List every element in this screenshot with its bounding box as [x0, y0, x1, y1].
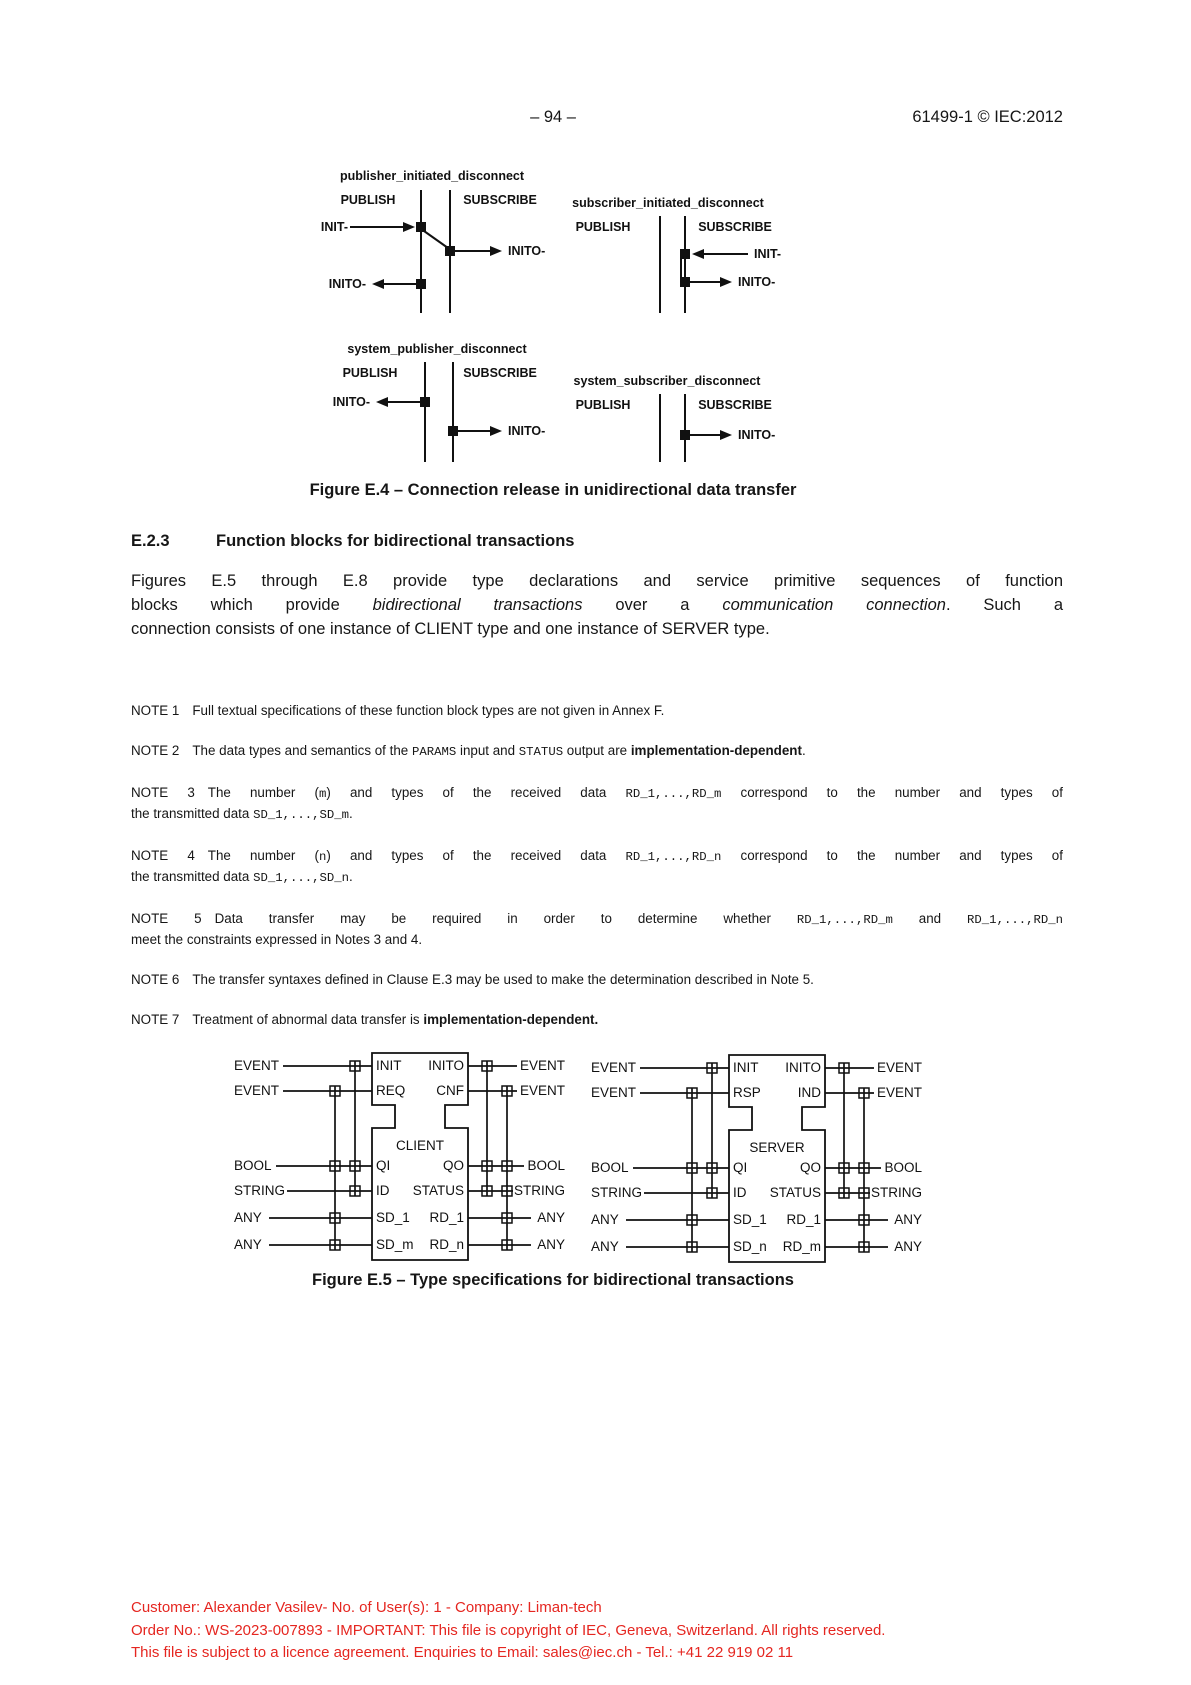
- text-segment: and: [892, 911, 968, 926]
- type-label: EVENT: [876, 1060, 922, 1075]
- with-association-squares: [330, 1061, 512, 1250]
- text-segment: correspond to the number and types of: [721, 785, 1063, 800]
- function-block-name: CLIENT: [395, 1138, 445, 1153]
- type-label: EVENT: [876, 1085, 922, 1100]
- footer-line: Customer: Alexander Vasilev- No. of User(s): 1 - Company: Liman-tech: [131, 1599, 602, 1616]
- type-label: BOOL: [591, 1160, 629, 1175]
- port-output: INITO: [785, 1060, 821, 1075]
- port-output: STATUS: [412, 1183, 464, 1198]
- port-output: QO: [442, 1158, 464, 1173]
- note-label: NOTE 7: [131, 1012, 180, 1027]
- note-label: NOTE 5: [131, 911, 202, 926]
- paragraph-line: [131, 617, 1063, 641]
- event-label: INITO-: [508, 244, 546, 258]
- note-line: [131, 741, 1063, 762]
- type-label: ANY: [537, 1237, 565, 1252]
- column-label-subscribe: SUBSCRIBE: [463, 366, 537, 380]
- service-lines: [425, 362, 453, 462]
- type-label: ANY: [894, 1212, 922, 1227]
- port-input: QI: [733, 1160, 748, 1175]
- note: [131, 909, 1063, 949]
- paragraph-line: [131, 569, 1063, 593]
- note-line: [131, 867, 1063, 888]
- note: [131, 846, 1063, 888]
- text-segment: .: [349, 869, 353, 884]
- port-output: CNF: [436, 1083, 464, 1098]
- figure-e4-caption: Figure E.4 – Connection release in unidirectional data transfer: [309, 481, 797, 499]
- column-label-subscribe: SUBSCRIBE: [698, 220, 772, 234]
- text-segment: ) and types of the received data: [326, 848, 626, 863]
- text-segment: The number (: [207, 848, 319, 863]
- function-block-name: SERVER: [749, 1140, 805, 1155]
- sequence-arrows: [680, 430, 732, 440]
- page-number: – 94 –: [530, 108, 576, 126]
- with-association-squares: [687, 1063, 869, 1252]
- event-label: INITO-: [332, 395, 370, 409]
- type-label: ANY: [894, 1239, 922, 1254]
- column-label-publish: PUBLISH: [342, 366, 398, 380]
- port-input: INIT: [376, 1058, 402, 1073]
- diagram-publisher-initiated-disconnect: [321, 169, 545, 313]
- note-label: NOTE 6: [131, 972, 180, 987]
- diagram-subscriber-initiated-disconnect: [572, 196, 781, 313]
- text-segment: input and: [456, 743, 519, 758]
- text-segment: .: [801, 743, 806, 758]
- text-segment: n: [318, 850, 327, 864]
- text-segment: implementation-dependent.: [423, 1012, 599, 1027]
- section-title: Function blocks for bidirectional transactions: [216, 532, 575, 550]
- column-label-subscribe: SUBSCRIBE: [463, 193, 537, 207]
- note: [131, 783, 1063, 825]
- type-label: BOOL: [234, 1158, 272, 1173]
- type-label: EVENT: [591, 1060, 637, 1075]
- text-segment: The number (: [207, 785, 319, 800]
- diagram-system-publisher-disconnect: [333, 342, 546, 462]
- type-label: BOOL: [527, 1158, 565, 1173]
- section-number: E.2.3: [131, 532, 170, 550]
- text-segment: SD_1,...,SD_n: [253, 871, 350, 885]
- sequence-arrows: [350, 222, 502, 289]
- event-label: INITO-: [508, 424, 546, 438]
- port-output: RD_1: [429, 1210, 464, 1225]
- type-label: STRING: [234, 1183, 286, 1198]
- section-heading: [131, 532, 574, 551]
- port-input: SD_m: [376, 1237, 414, 1252]
- text-segment: the transmitted data: [131, 806, 254, 821]
- note-label: NOTE 2: [131, 743, 180, 758]
- text-segment: PARAMS: [411, 745, 457, 759]
- text-segment: RD_1,...,RD_n: [625, 850, 722, 864]
- diagram-title: publisher_initiated_disconnect: [339, 169, 525, 183]
- text-segment: correspond to the number and types of: [721, 848, 1063, 863]
- event-label: INITO-: [738, 428, 776, 442]
- diagram-title: system_publisher_disconnect: [347, 342, 527, 356]
- note-line: [131, 783, 1063, 804]
- text-segment: The data types and semantics of the: [192, 743, 412, 758]
- paragraph-line: [131, 593, 1063, 617]
- text-segment: connection consists of one instance of CLIENT type and one instance of SERVER type.: [131, 620, 770, 638]
- service-lines: [660, 394, 685, 462]
- note-line: [131, 701, 1063, 720]
- text-segment: . Such a: [945, 596, 1064, 614]
- footer-line: Order No.: WS-2023-007893 - IMPORTANT: This file is copyright of IEC, Geneva, Switzerland. All rights reserved.: [131, 1621, 886, 1639]
- note-line: [131, 846, 1063, 867]
- client-function-block: [234, 1053, 565, 1260]
- note-line: [131, 930, 1063, 949]
- note-label: NOTE 3: [131, 785, 195, 800]
- type-label: ANY: [537, 1210, 565, 1225]
- text-segment: blocks which provide: [131, 596, 373, 614]
- port-output: QO: [799, 1160, 821, 1175]
- column-label-publish: PUBLISH: [575, 220, 631, 234]
- column-label-publish: PUBLISH: [575, 398, 631, 412]
- text-segment: the transmitted data: [131, 869, 254, 884]
- text-segment: Figures E.5 through E.8 provide type declarations and service primitive sequences of function: [131, 572, 1063, 590]
- text-segment: RD_1,...,RD_n: [967, 913, 1063, 927]
- document-reference: 61499-1 © IEC:2012: [912, 108, 1063, 126]
- port-output: RD_n: [429, 1237, 464, 1252]
- note-label: NOTE 4: [131, 848, 195, 863]
- text-segment: RD_1,...,RD_m: [625, 787, 722, 801]
- text-segment: implementation-dependent: [630, 743, 802, 758]
- port-output: INITO: [428, 1058, 464, 1073]
- event-label: INITO-: [738, 275, 776, 289]
- text-segment: Treatment of abnormal data transfer is: [192, 1012, 424, 1027]
- note-label: NOTE 1: [131, 703, 180, 718]
- port-output: RD_m: [782, 1239, 821, 1254]
- type-label: ANY: [234, 1237, 262, 1252]
- text-segment: bidirectional transactions: [372, 596, 583, 614]
- type-label: EVENT: [519, 1083, 565, 1098]
- footer: [131, 1597, 885, 1665]
- note-line: [131, 804, 1063, 825]
- type-label: STRING: [513, 1183, 565, 1198]
- text-segment: RD_1,...,RD_m: [796, 913, 893, 927]
- figure-e5-caption: Figure E.5 – Type specifications for bidirectional transactions: [312, 1271, 794, 1289]
- text-segment: The transfer syntaxes defined in Clause E.3 may be used to make the determination described in Note 5.: [192, 972, 814, 987]
- type-label: BOOL: [884, 1160, 922, 1175]
- server-function-block: [591, 1055, 922, 1262]
- port-input: SD_1: [376, 1210, 410, 1225]
- column-label-publish: PUBLISH: [340, 193, 396, 207]
- sequence-arrows: [376, 397, 502, 436]
- port-input: QI: [376, 1158, 391, 1173]
- event-label: INIT-: [754, 247, 782, 261]
- diagram-title: system_subscriber_disconnect: [573, 374, 761, 388]
- text-segment: ) and types of the received data: [326, 785, 626, 800]
- port-output: IND: [797, 1085, 821, 1100]
- type-label: ANY: [234, 1210, 262, 1225]
- column-label-subscribe: SUBSCRIBE: [698, 398, 772, 412]
- intro-paragraph: [131, 569, 1063, 641]
- port-input: SD_n: [733, 1239, 767, 1254]
- port-input: INIT: [733, 1060, 759, 1075]
- port-input: ID: [376, 1183, 390, 1198]
- port-input: ID: [733, 1185, 747, 1200]
- note: [131, 741, 1063, 762]
- port-input: RSP: [733, 1085, 761, 1100]
- figure-e4: [280, 150, 840, 470]
- text-segment: Data transfer may be required in order to determine whether: [214, 911, 797, 926]
- type-label: EVENT: [519, 1058, 565, 1073]
- event-label: INITO-: [328, 277, 366, 291]
- text-segment: over a: [582, 596, 723, 614]
- event-label: INIT-: [320, 220, 348, 234]
- figure-e5: [233, 983, 973, 1278]
- text-segment: meet the constraints expressed in Notes 3 and 4.: [131, 932, 423, 947]
- text-segment: communication connection: [722, 596, 946, 614]
- type-label: ANY: [591, 1212, 619, 1227]
- diagram-title: subscriber_initiated_disconnect: [572, 196, 764, 210]
- port-input: SD_1: [733, 1212, 767, 1227]
- type-label: EVENT: [234, 1083, 280, 1098]
- text-segment: SD_1,...,SD_m: [253, 808, 350, 822]
- footer-line: This file is subject to a licence agreement. Enquiries to Email: sales@iec.ch - Tel.: +41 22 919 02 11: [131, 1644, 794, 1662]
- text-segment: Full textual specifications of these function block types are not given in Annex F.: [192, 703, 665, 718]
- type-label: EVENT: [234, 1058, 280, 1073]
- note-line: [131, 909, 1063, 930]
- type-label: EVENT: [591, 1085, 637, 1100]
- type-label: STRING: [870, 1185, 922, 1200]
- type-label: STRING: [591, 1185, 643, 1200]
- text-segment: m: [318, 787, 327, 801]
- port-input: REQ: [376, 1083, 406, 1098]
- diagram-system-subscriber-disconnect: [574, 374, 776, 462]
- port-output: RD_1: [786, 1212, 821, 1227]
- note: [131, 701, 1063, 720]
- type-label: ANY: [591, 1239, 619, 1254]
- text-segment: STATUS: [518, 745, 564, 759]
- text-segment: .: [349, 806, 353, 821]
- text-segment: output are: [563, 743, 631, 758]
- port-output: STATUS: [769, 1185, 821, 1200]
